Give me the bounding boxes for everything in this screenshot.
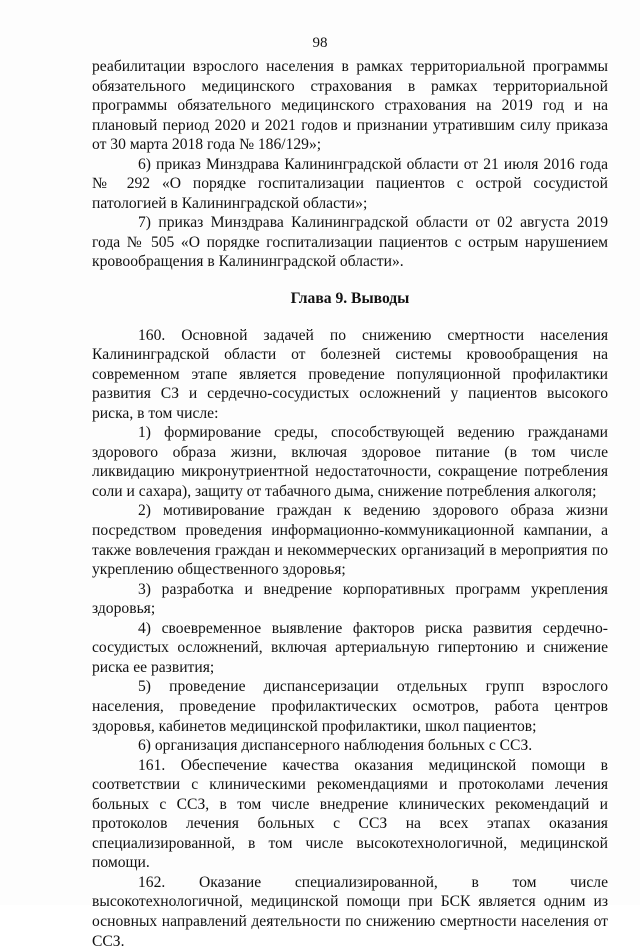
paragraph-160-item-5: 5) проведение диспансеризации отдельных групп взрослого населения, проведение профилактических осмотров, работа центров здоровья, кабинетов медицинской профилактики, школ пациентов; bbox=[92, 678, 608, 735]
paragraph-161: 161. Обеспечение качества оказания медицинской помощи в соответствии с клиническими рекомендациями и протоколами лечения больных с ССЗ, в том числе внедрение клинических рекомендаций и протоколов лечения больных с ССЗ на всех этапах оказания специализированной, в том числе высокотехнологичной, медицинской помощи. bbox=[92, 756, 608, 872]
paragraph-160-item-4: 4) своевременное выявление факторов риска развития сердечно-сосудистых осложнений, включая артериальную гипертонию и снижение риска ее развития; bbox=[92, 619, 608, 676]
document-body bbox=[92, 57, 608, 951]
paragraph-160: 160. Основной задачей по снижению смертности населения Калининградской области от болезней системы кровообращения на современном этапе является проведение популяционной профилактики развития СЗ и сердечно-сосудистых осложнений у пациентов высокого риска, в том числе: bbox=[92, 326, 608, 422]
paragraph-continued: реабилитации взрослого населения в рамках территориальной программы обязательного медицинского страхования в рамках территориальной программы обязательного медицинского страхования на 2019 год и на плановый период 2020 и 2021 годов и признании утратившим силу приказа от 30 марта 2018 года № 186/129»; bbox=[92, 58, 608, 154]
page-number: 98 bbox=[312, 35, 328, 51]
paragraph-160-item-6: 6) организация диспансерного наблюдения больных с ССЗ. bbox=[138, 737, 533, 755]
paragraph-162: 162. Оказание специализированной, в том числе высокотехнологичной, медицинской помощи при БСК является одним из основных направлений деятельности по снижению смертности населения от ССЗ. bbox=[92, 873, 608, 950]
paragraph-160-item-2: 2) мотивирование граждан к ведению здорового образа жизни посредством проведения информационно-коммуникационной кампании, а также вовлечения граждан и некоммерческих организаций в мероприятия по укреплению общественного здоровья; bbox=[92, 502, 608, 579]
paragraph-160-item-1: 1) формирование среды, способствующей ведению гражданами здорового образа жизни, включая здоровое питание (в том числе ликвидацию микронутриентной недостаточности, сокращение потребления соли и сахара), защиту от табачного дыма, снижение потребления алкоголя; bbox=[92, 424, 608, 500]
chapter-title: Глава 9. Выводы bbox=[290, 290, 410, 308]
paragraph-item-7: 7) приказ Минздрава Калининградской области от 02 августа 2019 года № 505 «О порядке госпитализации пациентов с острым нарушением кровообращения в Калининградской области». bbox=[92, 214, 608, 271]
paragraph-160-item-3: 3) разработка и внедрение корпоративных программ укрепления здоровья; bbox=[92, 580, 608, 618]
paragraph-item-6: 6) приказ Минздрава Калининградской области от 21 июля 2016 года № 292 «О порядке госпитализации пациентов с острой сосудистой патологией в Калининградской области»; bbox=[92, 155, 608, 212]
